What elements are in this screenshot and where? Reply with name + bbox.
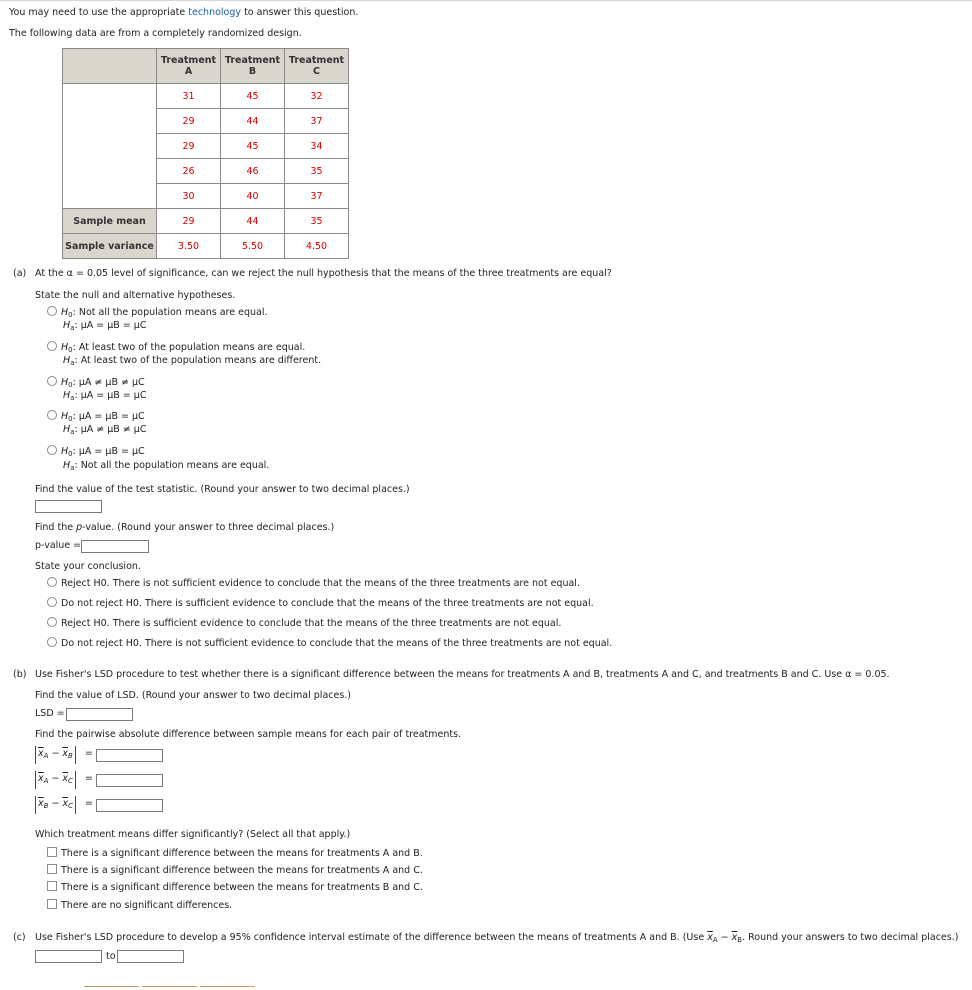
table-corner <box>63 49 157 84</box>
table-row-mean <box>63 209 349 234</box>
header-treatment-c: Treatment C <box>285 49 349 84</box>
data-table <box>62 48 349 259</box>
ci-lower-input[interactable] <box>35 950 102 963</box>
part-b-label: (b) <box>13 669 27 680</box>
table-cell: 37 <box>285 184 349 209</box>
part-b-question: Use Fisher's LSD procedure to test whether there is a significant difference between the means for treatments A and B, treatments A and C, and treatments B and C. Use α = 0.05. <box>35 669 890 680</box>
lsd-prompt: Find the value of LSD. (Round your answer to two decimal places.) <box>35 690 352 701</box>
hypothesis-option-3[interactable]: $H_0$: μA ≠ μB ≠ μC <box>47 376 145 389</box>
hypothesis-option-1[interactable]: $H_0$: Not all the population means are equal. <box>47 306 268 319</box>
pair-ac-expression: $\overline{x}_A - \overline{x}_C$ = <box>35 771 93 789</box>
checkbox[interactable] <box>47 847 57 857</box>
table-cell: 32 <box>285 84 349 109</box>
hypothesis-option-1-ha: $H_a$: μA = μB = μC <box>63 320 147 332</box>
check-option-bc[interactable]: There is a significant difference between the means for treatments B and C. <box>47 881 423 893</box>
pairwise-prompt: Find the pairwise absolute difference between sample means for each pair of treatments. <box>35 729 462 740</box>
header-treatment-b: Treatment B <box>221 49 285 84</box>
pair-bc-expression: $\overline{x}_B - \overline{x}_C$ = <box>35 796 93 814</box>
table-cell: 34 <box>285 134 349 159</box>
table-cell: 26 <box>157 159 221 184</box>
part-c-question: Use Fisher's LSD procedure to develop a 95% confidence interval estimate of the difference between the means of treatments A and B. (Use $\overline{x}_A - \overline{x}_B$. Round your answers to two decimal places.) <box>35 932 959 944</box>
conclusion-prompt: State your conclusion. <box>35 561 141 572</box>
technology-link[interactable]: technology <box>188 7 242 18</box>
table-cell: 29 <box>157 209 221 234</box>
table-cell: 30 <box>157 184 221 209</box>
footer-underline <box>84 986 139 987</box>
radio-button[interactable] <box>47 341 57 351</box>
table-cell: 5.50 <box>221 234 285 259</box>
check-option-ab[interactable]: There is a significant difference between the means for treatments A and B. <box>47 847 423 859</box>
pair-ab-expression: $\overline{x}_A - \overline{x}_B$ = <box>35 746 93 764</box>
hypothesis-option-2-ha: $H_a$: At least two of the population means are different. <box>63 355 322 367</box>
test-statistic-prompt: Find the value of the test statistic. (Round your answer to two decimal places.) <box>35 484 410 495</box>
check-option-ac[interactable]: There is a significant difference between the means for treatments A and C. <box>47 864 423 876</box>
radio-button[interactable] <box>47 597 57 607</box>
hypothesis-option-5-ha: $H_a$: Not all the population means are equal. <box>63 460 270 472</box>
table-cell: 4.50 <box>285 234 349 259</box>
hypotheses-prompt: State the null and alternative hypotheses. <box>35 290 236 301</box>
sample-mean-label: Sample mean <box>63 209 157 234</box>
lsd-label: LSD = <box>35 708 65 719</box>
checkbox[interactable] <box>47 864 57 874</box>
checkbox[interactable] <box>47 899 57 909</box>
table-cell: 31 <box>157 84 221 109</box>
pvalue-label: p-value = <box>35 540 82 551</box>
radio-button[interactable] <box>47 637 57 647</box>
radio-button[interactable] <box>47 410 57 420</box>
intro-line-1: You may need to use the appropriate technology to answer this question. <box>9 7 359 18</box>
header-treatment-a: Treatment A <box>157 49 221 84</box>
table-cell: 45 <box>221 84 285 109</box>
check-option-none[interactable]: There are no significant differences. <box>47 899 232 911</box>
table-cell: 44 <box>221 109 285 134</box>
conclusion-option-1[interactable]: Reject H0. There is not sufficient evidence to conclude that the means of the three treatments are not equal. <box>47 577 580 589</box>
checkbox[interactable] <box>47 881 57 891</box>
radio-button[interactable] <box>47 445 57 455</box>
ci-to-label: to <box>106 951 116 962</box>
sample-variance-label: Sample variance <box>63 234 157 259</box>
hypothesis-option-4-ha: $H_a$: μA ≠ μB ≠ μC <box>63 424 147 436</box>
table-cell: 3.50 <box>157 234 221 259</box>
conclusion-option-3[interactable]: Reject H0. There is sufficient evidence to conclude that the means of the three treatments are not equal. <box>47 617 561 629</box>
table-cell: 40 <box>221 184 285 209</box>
row-label-blank <box>63 84 157 209</box>
table-cell: 46 <box>221 159 285 184</box>
radio-button[interactable] <box>47 306 57 316</box>
pair-bc-input[interactable] <box>96 799 163 812</box>
intro-line-2: The following data are from a completely randomized design. <box>9 28 302 39</box>
ci-upper-input[interactable] <box>117 950 184 963</box>
footer-underline <box>142 986 197 987</box>
pair-ac-input[interactable] <box>96 774 163 787</box>
part-a-label: (a) <box>13 268 27 279</box>
table-row-variance <box>63 234 349 259</box>
top-divider <box>0 0 972 1</box>
pvalue-prompt: Find the p-value. (Round your answer to three decimal places.) <box>35 522 335 533</box>
footer-underline <box>200 986 255 987</box>
hypothesis-option-2[interactable]: $H_0$: At least two of the population means are equal. <box>47 341 305 354</box>
table-cell: 29 <box>157 134 221 159</box>
radio-button[interactable] <box>47 577 57 587</box>
table-row <box>63 84 349 109</box>
table-cell: 35 <box>285 159 349 184</box>
which-differ-prompt: Which treatment means differ significantly? (Select all that apply.) <box>35 829 351 840</box>
hypothesis-option-3-ha: $H_a$: μA = μB = μC <box>63 390 147 402</box>
test-statistic-input[interactable] <box>35 500 102 513</box>
table-cell: 35 <box>285 209 349 234</box>
conclusion-option-2[interactable]: Do not reject H0. There is sufficient evidence to conclude that the means of the three treatments are not equal. <box>47 597 594 609</box>
table-cell: 45 <box>221 134 285 159</box>
radio-button[interactable] <box>47 376 57 386</box>
part-c-label: (c) <box>13 932 26 943</box>
hypothesis-option-4[interactable]: $H_0$: μA = μB = μC <box>47 410 145 423</box>
pair-ab-input[interactable] <box>96 749 163 762</box>
lsd-input[interactable] <box>66 708 133 721</box>
table-cell: 44 <box>221 209 285 234</box>
hypothesis-option-5[interactable]: $H_0$: μA = μB = μC <box>47 445 145 458</box>
conclusion-option-4[interactable]: Do not reject H0. There is not sufficient evidence to conclude that the means of the three treatments are not equal. <box>47 637 612 649</box>
part-a-question: At the α = 0.05 level of significance, can we reject the null hypothesis that the means of the three treatments are equal? <box>35 268 612 279</box>
pvalue-input[interactable] <box>81 540 149 553</box>
radio-button[interactable] <box>47 617 57 627</box>
table-cell: 37 <box>285 109 349 134</box>
table-cell: 29 <box>157 109 221 134</box>
